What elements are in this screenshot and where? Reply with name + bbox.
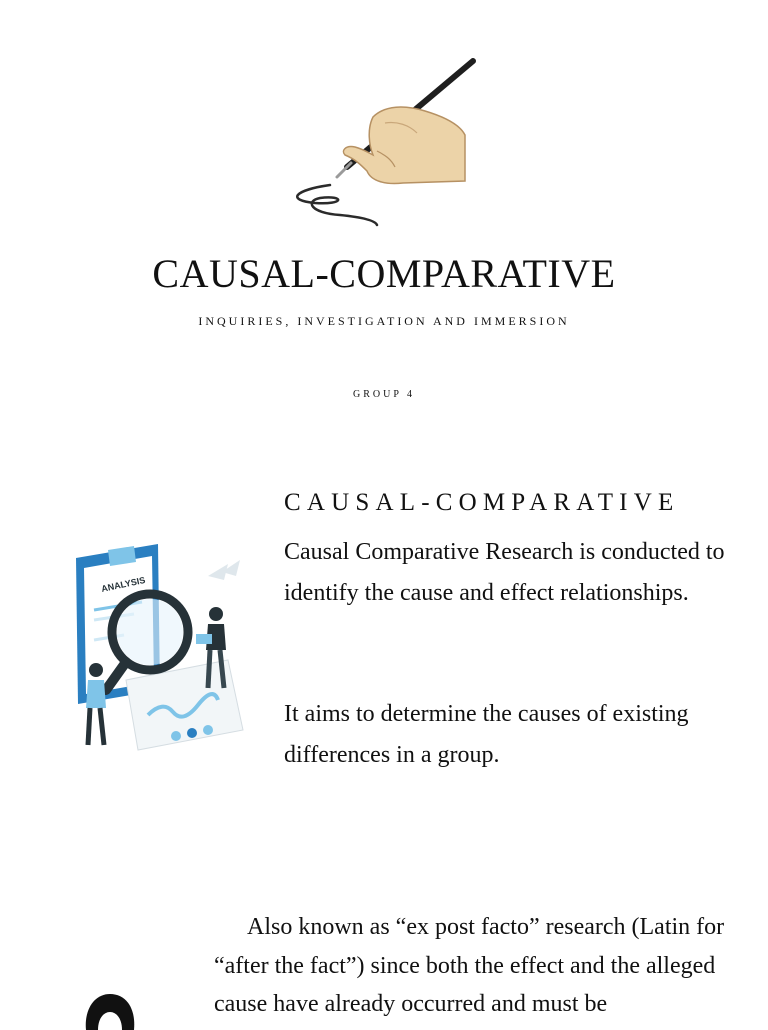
- analysis-magnifier-illustration: [38, 540, 268, 765]
- title: CAUSAL-COMPARATIVE: [152, 251, 616, 296]
- subtitle: INQUIRIES, INVESTIGATION AND IMMERSION: [198, 314, 570, 328]
- paragraph-aim: It aims to determine the causes of existing differences in a group.: [284, 701, 689, 768]
- group-label: GROUP 4: [352, 389, 416, 400]
- person-avatar-icon: [78, 990, 140, 1030]
- paragraph-definition: Causal Comparative Research is conducted to identify the cause and effect relationships.: [284, 539, 725, 606]
- section-heading: CAUSAL-COMPARATIVE: [284, 489, 680, 516]
- hand-writing-pen-icon: [285, 55, 485, 230]
- paragraph-ex-post-facto: Also known as “ex post facto” research (Latin for “after the fact”) since both the effect and the alleged cause have already occurred and must be: [214, 914, 725, 1017]
- analysis-label: ANALYSIS: [100, 574, 147, 594]
